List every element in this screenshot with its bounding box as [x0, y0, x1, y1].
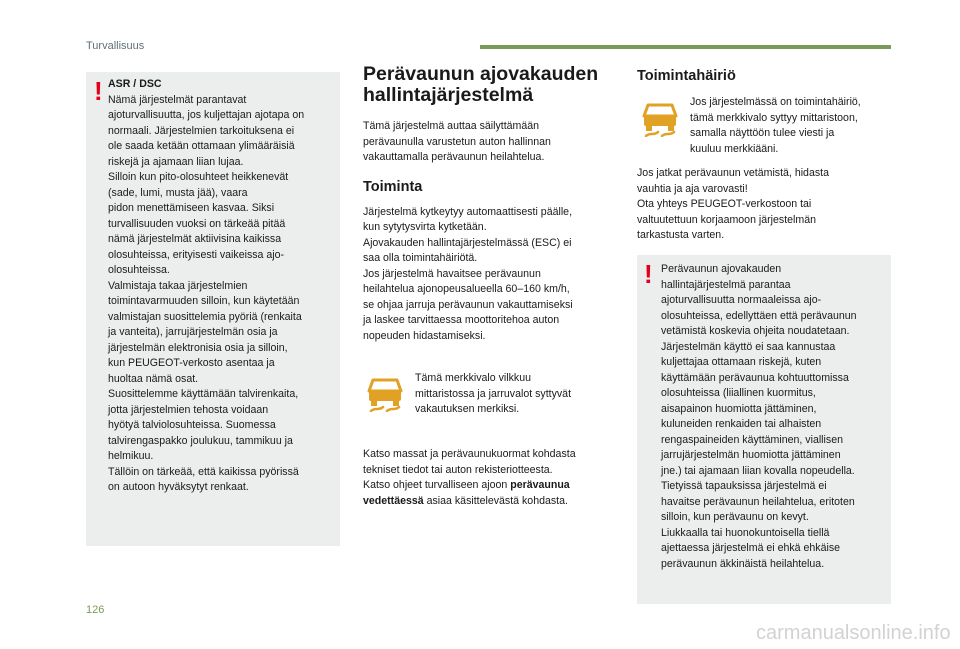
warning-exclamation-icon: !: [644, 259, 653, 289]
note-line: ajoturvallisuutta normaaleissa ajo-: [661, 294, 822, 306]
note-line: kuluneiden renkaiden tai alhaisten: [661, 418, 822, 430]
note-line: jne.) tai ajamaan liian kovalla nopeudella.: [661, 464, 855, 477]
footer-line: [363, 478, 613, 494]
note-line: ajettaessa järjestelmä ei ehkä ehkäise: [661, 542, 841, 554]
note-line: vetämistä koskevia ohjeita noudatetaan.: [661, 325, 850, 337]
operation-paragraph: [363, 205, 613, 345]
body-line: saa olla toimintahäiriötä.: [363, 252, 478, 264]
icon-text-line: Jos järjestelmässä on toimintahäiriö,: [690, 96, 861, 108]
note-line: olosuhteissa, edellyttäen että perävaunun: [661, 309, 857, 322]
body-line: nopeuden hidastamiseksi.: [363, 329, 486, 342]
asr-dsc-warning-note: [86, 72, 340, 546]
body-line: vauhtia ja aja varovasti!: [637, 182, 748, 195]
section-label: Turvallisuus: [86, 40, 145, 52]
warning-icon-description: [415, 371, 615, 418]
warning-exclamation-icon: !: [94, 76, 103, 106]
note-line: ole saada ketään ottamaan ylimääräisiä: [108, 140, 295, 152]
body-line: Ajovakauden hallintajärjestelmässä (ESC) ei: [363, 236, 572, 249]
note-title: ASR / DSC: [108, 78, 162, 90]
note-line: pidon menettämiseen kasvaa. Siksi: [108, 202, 275, 214]
page-title-line-1: Perävaunun ajovakauden: [363, 63, 599, 85]
trailer-note-text: [661, 262, 887, 572]
body-line: heilahtelua ajonopeusalueella 60–160 km/h,: [363, 283, 570, 295]
note-line: jarrujärjestelmän huomiotta jättäminen: [661, 449, 841, 461]
note-line: riskejä ja ajamaan liian lujaa.: [108, 155, 244, 168]
page-title-line-2: hallintajärjestelmä: [363, 84, 534, 106]
trailer-stability-section: [363, 64, 613, 344]
note-line: talvirengaspakko joulukuu, tammikuu ja: [108, 434, 293, 447]
header-rule: [480, 45, 891, 49]
note-line: jotta järjestelmien tehosta voidaan: [108, 403, 269, 416]
note-line: ajoturvallisuutta, jos kuljettajan ajotapa on: [108, 109, 305, 121]
trailer-stability-warning-icon: [367, 378, 403, 412]
note-line: on autoon hyväksytyt renkaat.: [108, 481, 249, 493]
icon-text-line: samalla näyttöön tulee viesti ja: [690, 127, 835, 139]
footer-text: asiaa käsittelevästä kohdasta.: [423, 494, 568, 507]
page-number: 126: [86, 604, 105, 616]
operation-heading: Toiminta: [363, 178, 423, 195]
note-line: aisapainon huomiotta jättäminen,: [661, 402, 817, 415]
footer-link-text: perävaunua: [510, 479, 570, 491]
note-line: kun PEUGEOT-verkosto asentaa ja: [108, 357, 275, 369]
intro-line: perävaunulla varustetun auton hallinnan: [363, 135, 551, 148]
note-line: turvallisuuden vuoksi on tärkeää pitää: [108, 217, 286, 230]
note-line: olosuhteissa, erityisesti vaikeissa ajo-: [108, 248, 285, 261]
body-line: se ohjaa jarruja perävaunun vakauttamiseksi: [363, 298, 573, 311]
icon-text-line: mittaristossa ja jarruvalot syttyvät: [415, 387, 572, 400]
footer-link-text: vedettäessä: [363, 494, 424, 507]
note-line: toimintavarmuuden silloin, kun käytetään: [108, 295, 300, 307]
trailer-stability-warning-note: [637, 255, 891, 604]
fault-icon-description: [690, 95, 893, 157]
note-line: huoltaa nämä osat.: [108, 372, 199, 385]
trailer-stability-fault-icon: [642, 103, 678, 137]
footer-line: Katso massat ja perävaunukuormat kohdasta: [363, 448, 576, 460]
body-line: valtuutettuun korjaamoon järjestelmän: [637, 213, 817, 226]
icon-text-line: vakautuksen merkiksi.: [415, 403, 520, 415]
note-line: hyötyä talviolosuhteissa. Suomessa: [108, 419, 276, 431]
note-line: Suosittelemme käyttämään talvirenkaita,: [108, 388, 299, 400]
body-line: kun sytytysvirta kytketään.: [363, 221, 487, 233]
site-watermark: carmanualsonline.info: [756, 622, 951, 644]
intro-paragraph: [363, 119, 613, 166]
note-line: Tällöin on tärkeää, että kaikissa pyörissä: [108, 465, 299, 478]
note-line: Tietyissä tapauksissa järjestelmä ei: [661, 480, 827, 492]
note-line: rengaspaineiden käyttäminen, viallisen: [661, 433, 843, 446]
note-line: olosuhteissa (liiallinen kuormitus,: [661, 387, 816, 399]
note-line: olosuhteissa.: [108, 264, 170, 276]
malfunction-heading: Toimintahäiriö: [637, 68, 736, 84]
note-line: ja vanteita), jarrujärjestelmän osia ja: [108, 326, 278, 338]
footer-text: Katso ohjeet turvalliseen ajoon: [363, 479, 511, 491]
body-line: Ota yhteys PEUGEOT-verkostoon tai: [637, 198, 812, 210]
note-line: Liukkaalla tai huonokuntoisella tiellä: [661, 526, 830, 539]
page-title: [363, 64, 613, 106]
note-line: Valmistaja takaa järjestelmien: [108, 279, 248, 292]
malfunction-paragraph: [637, 166, 891, 244]
body-line: Jos järjestelmä havaitsee perävaunun: [363, 267, 541, 280]
asr-dsc-note-text: [108, 77, 336, 496]
note-line: valmistajan suosittelemia pyöriä (renkaita: [108, 310, 302, 323]
icon-text-line: Tämä merkkivalo vilkkuu: [415, 372, 531, 384]
note-line: hallintajärjestelmä parantaa: [661, 278, 791, 291]
body-line: tarkastusta varten.: [637, 229, 725, 241]
intro-line: Tämä järjestelmä auttaa säilyttämään: [363, 120, 540, 132]
note-line: kuljettajaa ottamaan riskejä, kuten: [661, 356, 822, 368]
footer-line: [363, 494, 613, 510]
note-line: käyttämään perävaunua kohtuuttomissa: [661, 371, 849, 384]
note-line: havaitse perävaunun heilahtelua, eritoten: [661, 495, 855, 508]
note-line: normaali. Järjestelmien tarkoituksena ei: [108, 124, 295, 137]
icon-text-line: tämä merkkivalo syttyy mittaristoon,: [690, 111, 858, 124]
note-line: helmikuu.: [108, 450, 154, 462]
note-line: Järjestelmän käyttö ei saa kannustaa: [661, 340, 836, 353]
note-line: Nämä järjestelmät parantavat: [108, 93, 247, 106]
footer-line: tekniset tiedot tai auton rekisteriotteesta.: [363, 463, 553, 476]
note-line: perävaunun äkkinäistä heilahtelua.: [661, 557, 825, 570]
note-line: Perävaunun ajovakauden: [661, 263, 782, 275]
icon-text-line: kuuluu merkkiääni.: [690, 142, 779, 155]
references-paragraph: [363, 447, 613, 509]
body-line: Jos jatkat perävaunun vetämistä, hidasta: [637, 167, 829, 179]
body-line: Järjestelmä kytkeytyy automaattisesti päälle,: [363, 205, 573, 218]
note-line: (sade, lumi, musta jää), vaara: [108, 186, 248, 199]
note-line: Silloin kun pito-olosuhteet heikkenevät: [108, 171, 289, 183]
body-line: ja laskee tarvittaessa moottoritehoa auton: [363, 314, 560, 326]
intro-line: vakauttamalla perävaunun heilahtelua.: [363, 151, 545, 163]
note-line: silloin, kun perävaunu on kevyt.: [661, 511, 809, 523]
note-line: nämä järjestelmät aktiivisina kaikissa: [108, 233, 282, 245]
note-line: järjestelmän elektronisia osia ja silloin,: [108, 341, 288, 354]
